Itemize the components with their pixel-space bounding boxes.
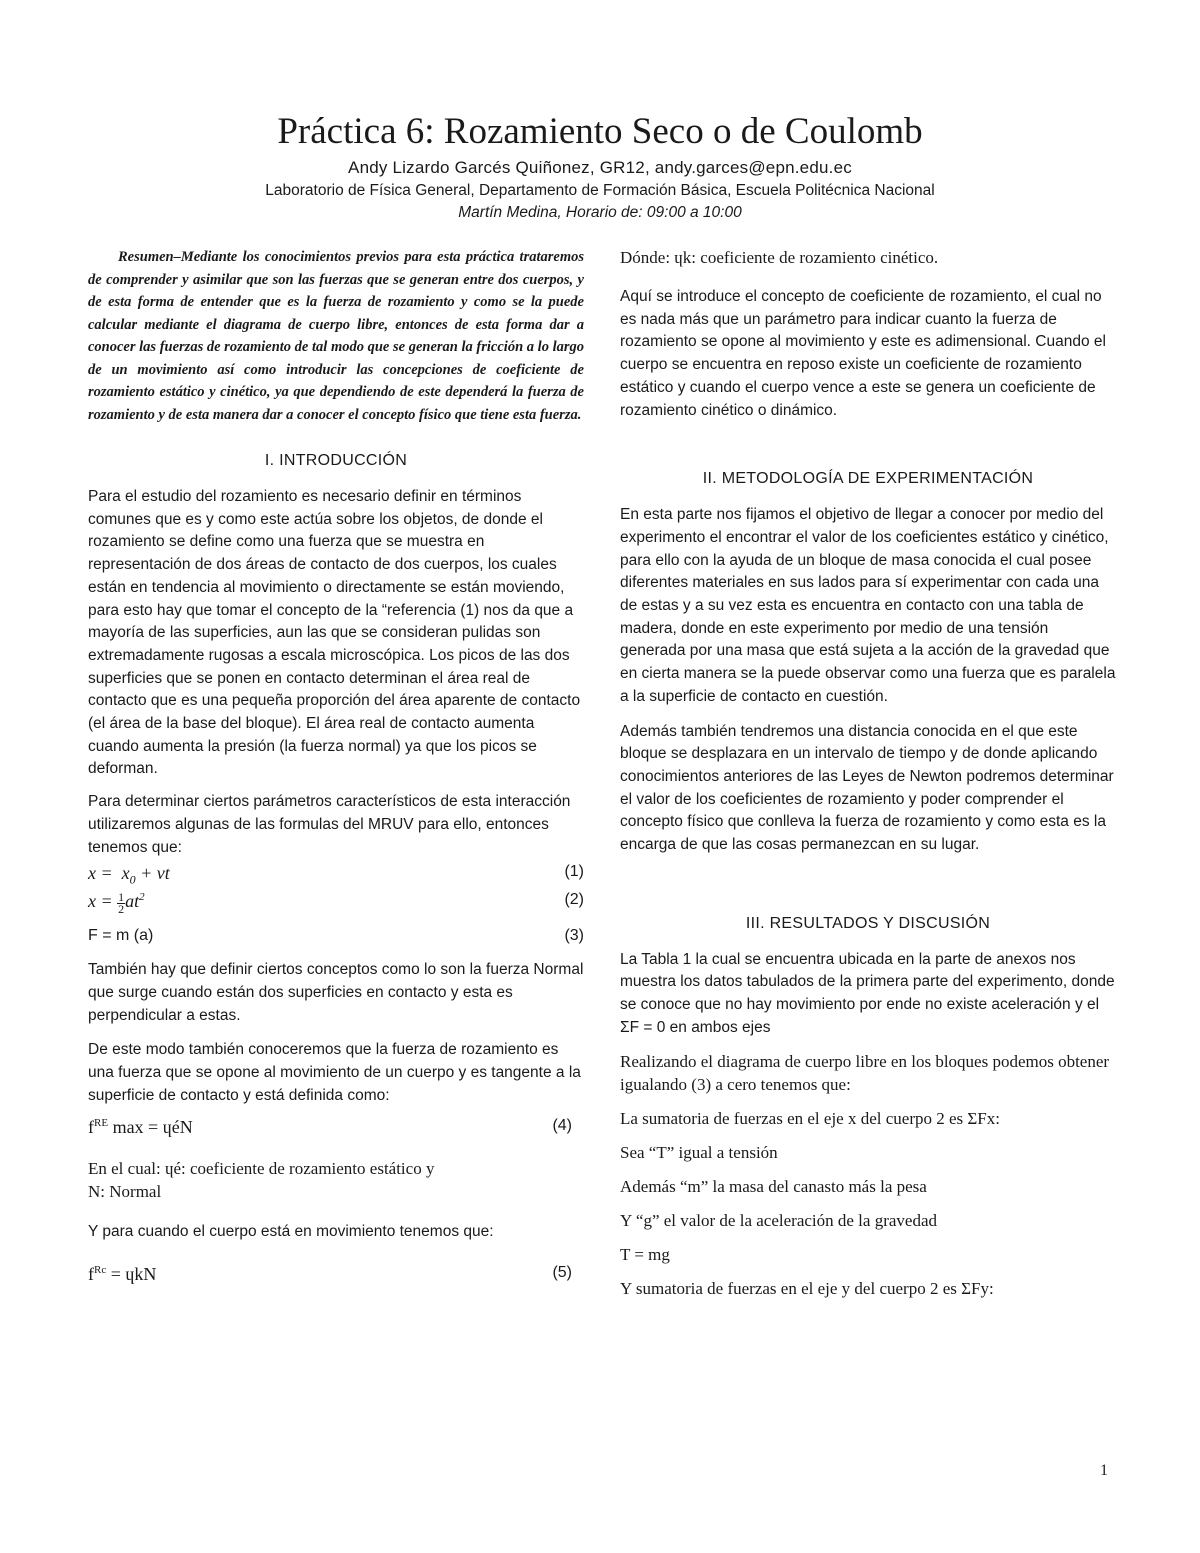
equation-4-expression (88, 1117, 193, 1138)
results-mass-def: Además “m” la masa del canasto más la pesa (620, 1176, 927, 1196)
equation-5-sup: Rc (94, 1264, 107, 1277)
equation-5-number: (5) (552, 1264, 572, 1282)
section-heading-introduction: I. INTRODUCCIÓN (264, 452, 408, 469)
equation-3-number: (3) (564, 927, 584, 945)
intro-paragraph-2: Para determinar ciertos parámetros característicos de esta interacción utilizaremos algunas de las formulas del MRUV para ello, entonces tenemos que: (88, 793, 571, 856)
equation-2-number: (2) (564, 891, 584, 909)
authors-line: Andy Lizardo Garcés Quiñonez, GR12, andy.garces@epn.edu.ec (348, 158, 852, 177)
intro-paragraph-5-line-1: En el cual: ɥé: coeficiente de rozamiento estático y (88, 1159, 435, 1179)
equation-3 (88, 927, 584, 955)
results-paragraph-2: Realizando el diagrama de cuerpo libre en los bloques podemos obtener igualando (3) a cero tenemos que: (620, 1051, 1110, 1094)
equation-4-sup: RE (94, 1117, 109, 1130)
page-number: 1 (1100, 1462, 1108, 1479)
paper-header (0, 108, 1200, 222)
equation-1 (88, 863, 584, 891)
equation-5-rest: = ɥkN (106, 1264, 157, 1285)
abstract-label: Resumen– (118, 249, 181, 265)
instructor-line: Martín Medina, Horario de: 09:00 a 10:00 (458, 204, 742, 221)
methodology-paragraph-2: Además también tendremos una distancia conocida en el que este bloque se desplazara en un intervalo de tiempo y de donde aplicando conocimientos anteriores de las Leyes de Newton podremos determinar el valor de los coeficientes de rozamiento y poder comprender el concepto físico que conlleva la fuerza de rozamiento y como esta es la encarga de que las cosas permanezcan en su lugar. (620, 722, 1114, 854)
intro-paragraph-6: Y para cuando el cuerpo está en movimiento tenemos que: (88, 1223, 494, 1241)
equation-1-number: (1) (564, 863, 584, 881)
intro-paragraph-1: Para el estudio del rozamiento es necesario definir en términos comunes que es y como este actúa sobre los objetos, de donde el rozamiento se define como una fuerza que se muestra en representación de dos áreas de contacto de dos cuerpos, los cuales están en tendencia al movimiento o directamente se están moviendo, para esto hay que tomar el concepto de la “referencia (1) nos da que a mayoría de las superficies, aun las que se consideran pulidas son extremadamente rugosas a escala microscópica. Los picos de las dos superficies que se ponen en contacto determinan el área real de contacto que es una pequeña proporción del área aparente de contacto (el área de la base del bloque). El área real de contacto aumenta cuando aumenta la presión (la fuerza normal) ya que los picos se deforman. (88, 488, 581, 778)
results-tension-equation: T = mg (620, 1244, 670, 1264)
equation-4-f: f (88, 1117, 94, 1138)
affiliation-line: Laboratorio de Física General, Departamento de Formación Básica, Escuela Politécnica Nacional (265, 182, 935, 199)
donde-line: Dónde: ɥk: coeficiente de rozamiento cinético. (620, 248, 939, 267)
abstract-text: Mediante los conocimientos previos para esta práctica trataremos de comprender y asimilar que son las fuerzas que se generan entre dos cuerpos, y de esta forma de entender que es la fuerza de rozamiento y como se la puede calcular mediante el diagrama de cuerpo libre, entonces de esta forma dar a conocer las fuerzas de rozamiento de tal modo que se generan la fricción a lo largo de un movimiento así como introducir las concepciones de coeficiente de rozamiento estático y cinético, ya que dependiendo de este dependerá la fuerza de rozamiento y de esta manera dar a conocer el concepto físico que tiene esta fuerza. (88, 249, 584, 423)
results-gravity-def: Y “g” el valor de la aceleración de la gravedad (620, 1210, 937, 1230)
results-paragraph-1: La Tabla 1 la cual se encuentra ubicada en la parte de anexos nos muestra los datos tabulados de la primera parte del experimento, donde se conoce que no hay movimiento por ende no existe aceleración y el ΣF = 0 en ambos ejes (620, 950, 1115, 1036)
intro-paragraph-4: De este modo también conoceremos que la fuerza de rozamiento es una fuerza que se opone al movimiento de un cuerpo y es tangente a la superficie de contacto y está definida como: (88, 1041, 581, 1104)
section-heading-results: III. RESULTADOS Y DISCUSIÓN (745, 914, 991, 932)
abstract (88, 246, 584, 426)
results-sum-y: Y sumatoria de fuerzas en el eje y del cuerpo 2 es ΣFy: (620, 1278, 994, 1298)
paper-title: Práctica 6: Rozamiento Seco o de Coulomb (277, 111, 923, 152)
intro-paragraph-3: También hay que definir ciertos conceptos como lo son la fuerza Normal que surge cuando están dos superficies en contacto y esta es perpendicular a estas. (88, 961, 584, 1024)
results-sum-x: La sumatoria de fuerzas en el eje x del cuerpo 2 es ΣFx: (620, 1108, 1000, 1128)
left-column (88, 240, 584, 1292)
coefficient-paragraph: Aquí se introduce el concepto de coeficiente de rozamiento, el cual no es nada más que un parámetro para indicar cuanto la fuerza de rozamiento se opone al movimiento y este es adimensional. Cuando el cuerpo se encuentra en reposo existe un coeficiente de rozamiento estático y cuando el cuerpo vence a este se genera un coeficiente de rozamiento cinético o dinámico. (620, 288, 1106, 419)
section-heading-methodology: II. METODOLOGÍA DE EXPERIMENTACIÓN (702, 470, 1034, 488)
equation-5 (88, 1264, 572, 1292)
results-tension-def: Sea “T” igual a tensión (620, 1142, 778, 1162)
equation-4-rest: max = ɥéN (108, 1117, 193, 1138)
equation-3-expression: F = m (a) (88, 927, 154, 945)
equation-1-expression: $x = x_0$ + vt (88, 863, 170, 887)
equation-4-number: (4) (552, 1117, 572, 1135)
equation-5-f: f (88, 1264, 94, 1285)
equation-5-expression (88, 1264, 156, 1285)
intro-paragraph-5-line-2: N: Normal (88, 1182, 162, 1202)
right-column (620, 240, 1116, 1300)
equation-2-expression: x = $\frac{1}{2}$ $at^2$ (88, 889, 145, 916)
equation-2 (88, 891, 584, 927)
methodology-paragraph-1: En esta parte nos fijamos el objetivo de llegar a conocer por medio del experimento el encontrar el valor de los coeficientes estático y cinético, para ello con la ayuda de un bloque de masa conocida el cual posee diferentes materiales en sus lados para sí experimentar con cada una de estas y a su vez esta es encuentra en contacto con una tabla de madera, donde en este experimento por medio de una tensión generada por una masa que está sujeta a la acción de la gravedad que en cierta manera se la puede observar como una fuerza que es paralela a la superficie de contacto en cuestión. (620, 506, 1116, 705)
equation-4 (88, 1117, 572, 1145)
